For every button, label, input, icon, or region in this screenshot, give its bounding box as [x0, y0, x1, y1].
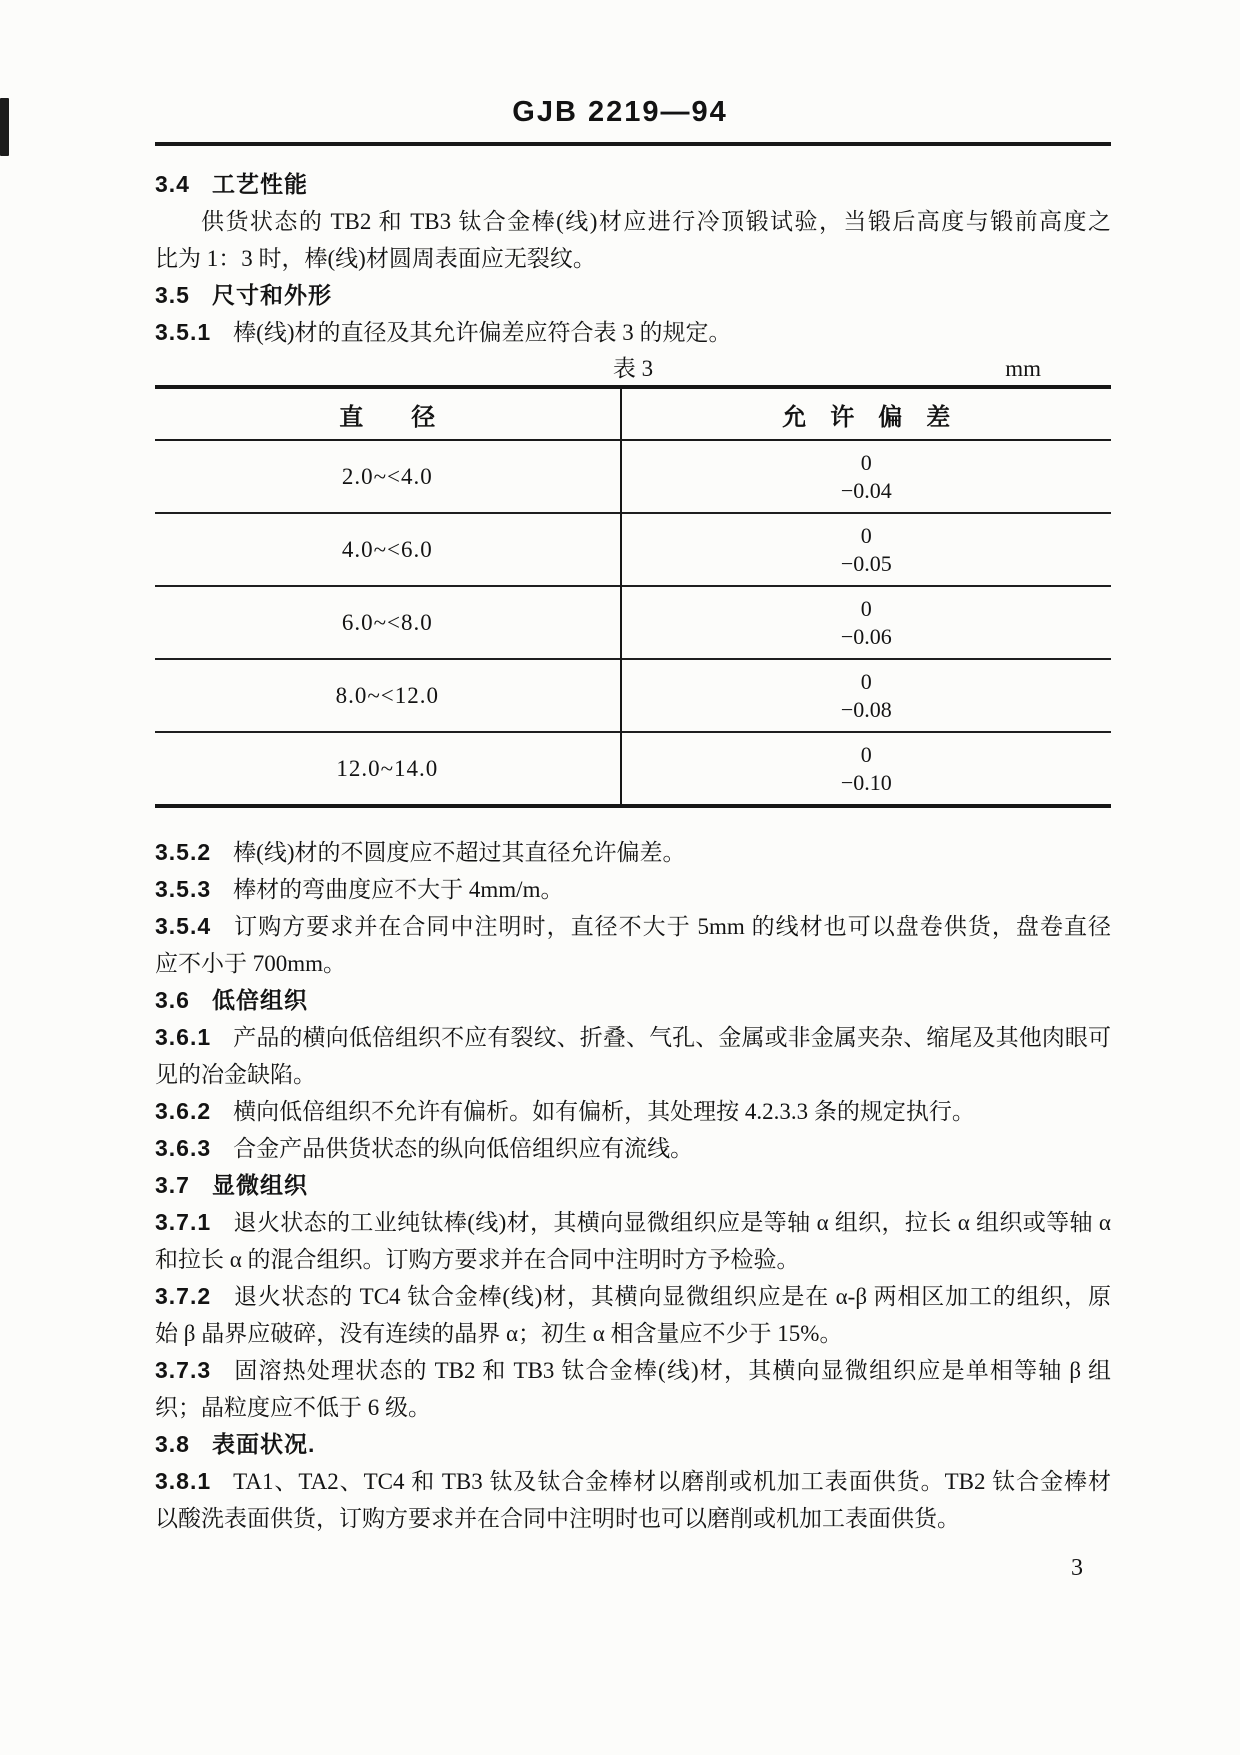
- deviation-upper: 0: [860, 668, 872, 694]
- clause-3-7-2: [155, 1278, 1111, 1315]
- heading-3-6: [155, 982, 1111, 1019]
- clause-title: 低倍组织: [211, 987, 308, 1013]
- diameter-cell: 8.0~<12.0: [155, 659, 621, 732]
- clause-number: 3.4: [155, 171, 190, 197]
- deviation-cell: [621, 586, 1111, 659]
- table-header-row: [155, 387, 1111, 440]
- clause-number: 3.6.3: [155, 1135, 212, 1161]
- deviation-cell: [621, 659, 1111, 732]
- clause-text: 退火状态的 TC4 钛合金棒(线)材，其横向显微组织应是在 α-β 两相区加工的组织，原: [233, 1284, 1111, 1309]
- clause-number: 3.6.2: [155, 1098, 212, 1124]
- diameter-cell: 4.0~<6.0: [155, 513, 621, 586]
- clause-number: 3.6: [155, 987, 190, 1013]
- standard-code: GJB 2219—94: [512, 96, 728, 128]
- scan-artifact: [0, 98, 9, 156]
- table-row: [155, 513, 1111, 586]
- deviation-cell: [621, 732, 1111, 806]
- diameter-cell: 6.0~<8.0: [155, 586, 621, 659]
- diameter-cell: 2.0~<4.0: [155, 440, 621, 513]
- clause-number: 3.7.1: [155, 1209, 212, 1235]
- clause-text: 棒(线)材的不圆度应不超过其直径允许偏差。: [233, 840, 686, 865]
- clause-title: 尺寸和外形: [211, 282, 332, 308]
- table-caption: 表 3: [612, 356, 654, 381]
- header-rule: [155, 142, 1111, 146]
- deviation-lower: −0.04: [840, 477, 892, 503]
- col-header-diameter: 直 径: [155, 387, 621, 440]
- clause-3-6-2: [155, 1093, 1111, 1130]
- clause-text: 见的冶金缺陷。: [155, 1062, 316, 1087]
- clause-3-6-3: [155, 1130, 1111, 1167]
- continuation-line: [155, 1500, 1111, 1537]
- clause-number: 3.8: [155, 1431, 190, 1457]
- clause-3-5-2: [155, 834, 1111, 871]
- deviation-upper: 0: [860, 449, 872, 475]
- clause-text: 订购方要求并在合同中注明时，直径不大于 5mm 的线材也可以盘卷供货，盘卷直径: [233, 914, 1111, 939]
- clause-text: 和拉长 α 的混合组织。订购方要求并在合同中注明时方予检验。: [155, 1247, 800, 1272]
- clause-text: 产品的横向低倍组织不应有裂纹、折叠、气孔、金属或非金属夹杂、缩尾及其他肉眼可: [233, 1025, 1111, 1050]
- clause-number: 3.7.2: [155, 1283, 212, 1309]
- table-row: [155, 659, 1111, 732]
- page-number: 3: [1071, 1555, 1083, 1581]
- continuation-line: [155, 240, 1111, 277]
- clause-3-5-3: [155, 871, 1111, 908]
- clause-3-5-1: [155, 314, 1111, 351]
- deviation-cell: [621, 513, 1111, 586]
- table-caption-row: [155, 353, 1111, 385]
- clause-title: 工艺性能: [211, 171, 308, 197]
- table-row: [155, 440, 1111, 513]
- clause-number: 3.5.3: [155, 876, 212, 902]
- paragraph-text: 比为 1：3 时，棒(线)材圆周表面应无裂纹。: [155, 246, 596, 271]
- deviation-cell: [621, 440, 1111, 513]
- deviation-lower: −0.05: [840, 550, 892, 576]
- table-row: [155, 732, 1111, 806]
- heading-3-7: [155, 1167, 1111, 1204]
- clause-text: 棒(线)材的直径及其允许偏差应符合表 3 的规定。: [233, 320, 732, 345]
- clause-text: 合金产品供货状态的纵向低倍组织应有流线。: [233, 1136, 694, 1161]
- deviation-lower: −0.08: [840, 696, 892, 722]
- clause-text: TA1、TA2、TC4 和 TB3 钛及钛合金棒材以磨削或机加工表面供货。TB2 钛合金棒材: [233, 1469, 1111, 1494]
- col-header-deviation: 允 许 偏 差: [621, 387, 1111, 440]
- heading-3-4: [155, 166, 1111, 203]
- clause-text: 固溶热处理状态的 TB2 和 TB3 钛合金棒(线)材，其横向显微组织应是单相等轴 β 组: [233, 1358, 1111, 1383]
- continuation-line: [155, 1241, 1111, 1278]
- continuation-line: [155, 945, 1111, 982]
- clause-number: 3.8.1: [155, 1468, 212, 1494]
- diameter-cell: 12.0~14.0: [155, 732, 621, 806]
- clause-title: 显微组织: [211, 1172, 308, 1198]
- table-unit-label: mm: [1005, 356, 1041, 381]
- table-3: [155, 385, 1111, 808]
- clause-3-7-3: [155, 1352, 1111, 1389]
- clause-text: 始 β 晶界应破碎，没有连续的晶界 α；初生 α 相含量应不少于 15%。: [155, 1321, 843, 1346]
- continuation-line: [155, 1315, 1111, 1352]
- page-content: [155, 166, 1111, 1585]
- clause-text: 退火状态的工业纯钛棒(线)材，其横向显微组织应是等轴 α 组织，拉长 α 组织或等轴 α: [233, 1210, 1111, 1235]
- deviation-upper: 0: [860, 595, 872, 621]
- paragraph-line: [155, 203, 1111, 240]
- paragraph-text: 供货状态的 TB2 和 TB3 钛合金棒(线)材应进行冷顶锻试验，当锻后高度与锻前高度之: [201, 209, 1111, 234]
- continuation-line: [155, 1056, 1111, 1093]
- clause-number: 3.5: [155, 282, 190, 308]
- deviation-upper: 0: [860, 522, 872, 548]
- clause-text: 以酸洗表面供货，订购方要求并在合同中注明时也可以磨削或机加工表面供货。: [155, 1506, 960, 1531]
- continuation-line: [155, 1389, 1111, 1426]
- heading-3-8: [155, 1426, 1111, 1463]
- clause-text: 棒材的弯曲度应不大于 4mm/m。: [233, 877, 564, 902]
- clause-3-5-4: [155, 908, 1111, 945]
- clause-number: 3.5.4: [155, 913, 212, 939]
- clause-3-6-1: [155, 1019, 1111, 1056]
- clause-3-7-1: [155, 1204, 1111, 1241]
- deviation-upper: 0: [860, 741, 872, 767]
- clause-title: 表面状况.: [211, 1431, 316, 1457]
- deviation-lower: −0.06: [840, 623, 892, 649]
- clause-3-8-1: [155, 1463, 1111, 1500]
- deviation-lower: −0.10: [840, 769, 892, 795]
- heading-3-5: [155, 277, 1111, 314]
- clause-text: 应不小于 700mm。: [155, 951, 347, 976]
- clause-text: 横向低倍组织不允许有偏析。如有偏析，其处理按 4.2.3.3 条的规定执行。: [233, 1099, 975, 1124]
- clause-number: 3.7: [155, 1172, 190, 1198]
- clause-number: 3.5.2: [155, 839, 212, 865]
- clause-number: 3.5.1: [155, 319, 212, 345]
- table-row: [155, 586, 1111, 659]
- clause-number: 3.6.1: [155, 1024, 212, 1050]
- clause-number: 3.7.3: [155, 1357, 212, 1383]
- clause-text: 织；晶粒度应不低于 6 级。: [155, 1395, 431, 1420]
